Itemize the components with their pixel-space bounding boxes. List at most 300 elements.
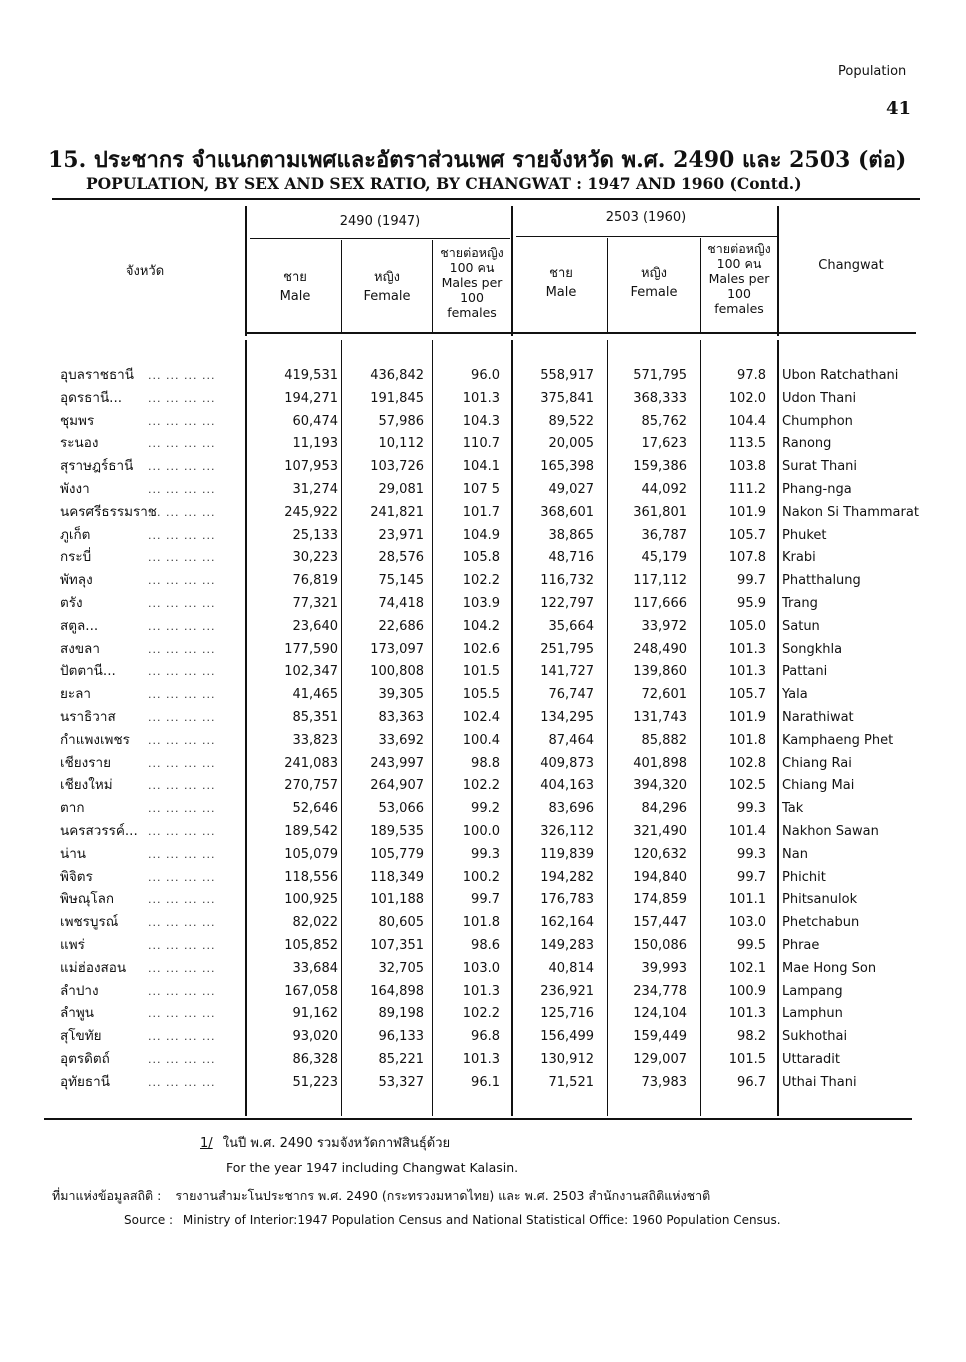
value-m60: 194,282 <box>540 869 594 885</box>
value-f60: 159,449 <box>633 1029 687 1045</box>
changwat-name-english: Krabi <box>782 550 816 566</box>
leader-dots: ... ... ... ... <box>148 711 216 724</box>
value-f60: 174,859 <box>633 892 687 908</box>
value-f60: 73,983 <box>641 1074 687 1090</box>
value-m47: 23,640 <box>292 618 338 634</box>
changwat-name-english: Phitsanulok <box>782 892 858 908</box>
value-r60: 111.2 <box>728 482 766 497</box>
value-f60: 85,882 <box>641 732 687 748</box>
changwat-name-english: Chiang Rai <box>782 755 852 771</box>
value-m47: 41,465 <box>292 687 338 703</box>
value-r47: 102.4 <box>462 710 500 725</box>
value-f60: 33,972 <box>641 618 687 634</box>
value-f60: 84,296 <box>641 801 687 817</box>
value-m47: 33,684 <box>292 960 338 976</box>
value-f47: 191,845 <box>370 390 424 406</box>
table-title-english: POPULATION, BY SEX AND SEX RATIO, BY CHANGWAT : 1947 AND 1960 (Contd.) <box>86 174 802 193</box>
changwat-name-english: Ubon Ratchathani <box>782 368 899 383</box>
leader-dots: ... ... ... ... <box>148 1007 216 1021</box>
value-f60: 17,623 <box>641 436 687 452</box>
value-r47: 99.3 <box>471 846 500 862</box>
province-name-thai: พัทลุง <box>60 572 93 589</box>
value-r47: 104.2 <box>462 618 500 634</box>
column-header-year-1947: 2490 (1947) <box>339 214 421 229</box>
value-r60: 101.8 <box>728 732 766 748</box>
value-f47: 164,898 <box>370 983 424 999</box>
province-name-thai: พังงา <box>60 481 90 497</box>
value-m47: 82,022 <box>292 915 338 931</box>
value-r60: 99.7 <box>737 573 766 589</box>
changwat-name-english: Phrae <box>782 938 820 953</box>
changwat-name-english: Phichit <box>782 869 826 885</box>
page-number: 41 <box>886 98 912 119</box>
column-divider <box>777 340 779 1116</box>
ratio-label-line-2: 100 คน <box>449 260 495 275</box>
leader-dots: ... ... ... ... <box>148 733 216 747</box>
province-name-thai: สุราษฎร์ธานี <box>60 458 134 475</box>
value-f60: 248,490 <box>633 641 687 657</box>
changwat-name-english: Nakhon Sawan <box>782 824 879 839</box>
value-f47: 241,821 <box>370 504 424 520</box>
value-r47: 100.4 <box>462 732 500 748</box>
value-f60: 117,666 <box>633 596 687 611</box>
value-r47: 102.2 <box>462 778 500 794</box>
changwat-name-english: Ranong <box>782 436 832 452</box>
column-header-female-1947 <box>343 268 431 306</box>
ratio-label-line-1: ชายต่อหญิง <box>440 245 504 260</box>
value-m47: 118,556 <box>284 869 338 885</box>
value-m60: 116,732 <box>540 573 594 589</box>
value-f60: 120,632 <box>633 846 687 862</box>
source-english <box>124 1213 781 1227</box>
changwat-name-english: Phatthalung <box>782 573 861 589</box>
value-f47: 243,997 <box>370 755 424 771</box>
value-m60: 156,499 <box>540 1029 594 1045</box>
value-r60: 104.4 <box>728 413 766 429</box>
value-f60: 45,179 <box>641 550 687 566</box>
value-r47: 101.7 <box>462 504 500 520</box>
value-f47: 22,686 <box>378 618 424 634</box>
value-r60: 102.1 <box>728 960 766 976</box>
leader-dots: ... ... ... ... <box>148 984 216 998</box>
province-name-thai: แม่ฮ่องสอน <box>60 959 127 976</box>
value-f60: 150,086 <box>633 938 687 953</box>
value-m47: 189,542 <box>284 824 338 839</box>
value-r60: 101.9 <box>728 504 766 520</box>
value-r60: 101.3 <box>728 1006 766 1022</box>
value-r47: 103.0 <box>462 960 500 976</box>
value-f47: 189,535 <box>370 824 424 839</box>
value-f47: 89,198 <box>378 1006 424 1022</box>
value-r60: 99.3 <box>737 846 766 862</box>
source-thai <box>52 1186 710 1206</box>
source-label-thai: ที่มาแห่งข้อมูลสถิติ : <box>52 1188 162 1203</box>
value-f47: 53,066 <box>378 801 424 817</box>
column-header-changwat: Changwat <box>818 258 884 273</box>
source-label-english: Source : <box>124 1213 174 1227</box>
value-m47: 76,819 <box>292 573 338 589</box>
value-r60: 107.8 <box>728 550 766 566</box>
value-r47: 96.8 <box>471 1029 500 1045</box>
changwat-name-english: Phang-nga <box>782 482 852 497</box>
column-header-male-1947 <box>250 268 340 306</box>
column-header-male-1960 <box>516 264 606 302</box>
value-m60: 404,163 <box>540 778 594 794</box>
province-name-thai: น่าน <box>60 845 87 862</box>
value-r60: 102.5 <box>728 778 766 794</box>
changwat-name-english: Kamphaeng Phet <box>782 732 894 748</box>
province-name-thai: ลำปาง <box>60 982 99 999</box>
changwat-name-english: Satun <box>782 618 820 634</box>
value-m47: 177,590 <box>284 641 338 657</box>
table-title-thai: 15. ประชากร จำแนกตามเพศและอัตราส่วนเพศ รายจังหวัด พ.ศ. 2490 และ 2503 (ต่อ) <box>48 147 907 173</box>
leader-dots: ... ... ... ... <box>148 847 216 861</box>
value-f47: 264,907 <box>370 778 424 794</box>
value-m47: 52,646 <box>292 801 338 817</box>
value-r47: 104.3 <box>462 413 500 429</box>
value-m47: 102,347 <box>284 664 338 680</box>
value-r60: 99.7 <box>737 869 766 885</box>
province-name-thai: ภูเก็ต <box>60 526 91 543</box>
value-m47: 194,271 <box>284 390 338 406</box>
value-r60: 101.4 <box>728 824 766 839</box>
value-r47: 102.2 <box>462 1006 500 1022</box>
ratio-label-line-4: 100 <box>727 286 751 301</box>
value-f47: 80,605 <box>378 915 424 931</box>
leader-dots: ... ... ... ... <box>148 505 216 519</box>
value-f47: 28,576 <box>378 550 424 566</box>
province-name-thai: สงขลา <box>60 640 100 657</box>
value-r47: 96.0 <box>471 368 500 383</box>
header-bottom-rule <box>246 332 916 334</box>
province-name-thai: ตรัง <box>60 595 83 611</box>
changwat-name-english: Lamphun <box>782 1006 843 1022</box>
changwat-name-english: Songkhla <box>782 641 843 657</box>
male-thai-label: ชาย <box>549 266 573 281</box>
value-f60: 194,840 <box>633 869 687 885</box>
value-f60: 361,801 <box>633 504 687 520</box>
value-m60: 83,696 <box>548 801 594 817</box>
value-r47: 99.2 <box>471 801 500 817</box>
province-name-thai: กำแพงเพชร <box>60 731 130 748</box>
value-r47: 101.3 <box>462 390 500 406</box>
leader-dots: ... ... ... ... <box>148 893 216 907</box>
value-r60: 95.9 <box>737 596 766 611</box>
province-name-thai: ยะลา <box>60 686 92 703</box>
column-divider <box>511 206 513 336</box>
value-f47: 53,327 <box>378 1074 424 1090</box>
province-name-thai: ปัตตานี... <box>60 663 116 680</box>
value-r60: 103.8 <box>728 459 766 475</box>
leader-dots: ... ... ... ... <box>148 437 216 451</box>
value-m47: 51,223 <box>292 1074 338 1090</box>
province-name-thai: นครศรีธรรมราช <box>60 503 157 520</box>
province-name-thai: พิษณุโลก <box>60 891 115 908</box>
value-r47: 96.1 <box>471 1074 500 1090</box>
value-r60: 101.1 <box>728 892 766 908</box>
value-r60: 101.3 <box>728 641 766 657</box>
column-divider <box>777 206 779 336</box>
male-english-label: Male <box>279 289 311 304</box>
value-f47: 23,971 <box>378 527 424 543</box>
value-f60: 571,795 <box>633 368 687 383</box>
value-r60: 102.0 <box>728 390 766 406</box>
value-f60: 321,490 <box>633 824 687 839</box>
value-r60: 105.7 <box>728 687 766 703</box>
value-r60: 98.2 <box>737 1029 766 1045</box>
value-m60: 134,295 <box>540 710 594 725</box>
value-f60: 139,860 <box>633 664 687 680</box>
value-m60: 122,797 <box>540 596 594 611</box>
value-m47: 25,133 <box>292 527 338 543</box>
value-r47: 101.3 <box>462 983 500 999</box>
value-r47: 110.7 <box>462 436 500 452</box>
value-m60: 48,716 <box>548 550 594 566</box>
female-english-label: Female <box>363 289 411 304</box>
value-m60: 368,601 <box>540 504 594 520</box>
value-f47: 101,188 <box>370 892 424 908</box>
value-r60: 101.3 <box>728 664 766 680</box>
value-m47: 85,351 <box>292 710 338 725</box>
male-english-label: Male <box>545 285 577 300</box>
value-f60: 368,333 <box>633 390 687 406</box>
province-name-thai: พิจิตร <box>60 868 93 885</box>
province-name-thai: สตูล... <box>60 617 99 634</box>
female-thai-label: หญิง <box>641 266 667 281</box>
value-f60: 159,386 <box>633 459 687 475</box>
province-name-thai: อุตรดิตถ์ <box>60 1051 110 1067</box>
value-f47: 10,112 <box>378 436 424 452</box>
value-f47: 74,418 <box>378 596 424 611</box>
province-name-thai: แพร่ <box>60 937 85 953</box>
changwat-name-english: Trang <box>782 596 818 611</box>
column-header-province-thai: จังหวัด <box>125 264 165 279</box>
leader-dots: ... ... ... ... <box>148 642 216 656</box>
value-r47: 104.1 <box>462 459 500 475</box>
value-m47: 270,757 <box>284 778 338 794</box>
value-f47: 75,145 <box>378 573 424 589</box>
value-f47: 57,986 <box>378 413 424 429</box>
leader-dots: ... ... ... ... <box>148 483 216 496</box>
leader-dots: ... ... ... ... <box>148 414 216 428</box>
province-name-thai: ชุมพร <box>60 412 95 429</box>
value-f47: 83,363 <box>378 710 424 725</box>
column-divider <box>341 240 342 334</box>
province-name-thai: อุทัยธานี <box>60 1073 110 1090</box>
changwat-name-english: Yala <box>782 687 808 703</box>
changwat-name-english: Chiang Mai <box>782 778 855 794</box>
changwat-name-english: Sukhothai <box>782 1029 848 1045</box>
leader-dots: ... ... ... ... <box>148 460 216 474</box>
value-r60: 97.8 <box>737 368 766 383</box>
value-r47: 99.7 <box>471 892 500 908</box>
value-m60: 251,795 <box>540 641 594 657</box>
value-f60: 36,787 <box>641 527 687 543</box>
province-name-thai: ตาก <box>60 800 85 817</box>
value-r60: 102.8 <box>728 755 766 771</box>
value-r60: 103.0 <box>728 915 766 931</box>
value-f60: 234,778 <box>633 983 687 999</box>
province-name-thai: นครสวรรค์... <box>60 823 138 839</box>
leader-dots: ... ... ... ... <box>148 665 216 679</box>
value-f47: 85,221 <box>378 1052 424 1067</box>
changwat-name-english: Tak <box>782 801 804 817</box>
value-r47: 105.5 <box>462 687 500 703</box>
footnote-english: For the year 1947 including Changwat Kalasin. <box>226 1160 519 1175</box>
value-r47: 100.0 <box>462 824 500 839</box>
province-name-thai: เชียงราย <box>60 754 112 771</box>
value-m47: 77,321 <box>292 596 338 611</box>
value-m60: 125,716 <box>540 1006 594 1022</box>
leader-dots: ... ... ... ... <box>148 916 216 930</box>
value-m60: 76,747 <box>548 687 594 703</box>
value-m47: 241,083 <box>284 755 338 771</box>
leader-dots: ... ... ... ... <box>148 870 216 884</box>
value-r47: 104.9 <box>462 527 500 543</box>
value-m60: 89,522 <box>548 413 594 429</box>
value-m60: 326,112 <box>540 824 594 839</box>
value-m47: 33,823 <box>292 732 338 748</box>
changwat-name-english: Uthai Thani <box>782 1074 857 1090</box>
value-m60: 236,921 <box>540 983 594 999</box>
value-r60: 105.0 <box>728 618 766 634</box>
leader-dots: ... ... ... ... <box>148 1053 216 1066</box>
value-f60: 131,743 <box>633 710 687 725</box>
leader-dots: ... ... ... ... <box>148 779 216 793</box>
changwat-name-english: Mae Hong Son <box>782 960 877 976</box>
value-f47: 32,705 <box>378 960 424 976</box>
value-f47: 436,842 <box>370 368 424 383</box>
value-r60: 113.5 <box>728 436 766 452</box>
value-m60: 35,664 <box>548 618 594 634</box>
footnote-thai-text: ในปี พ.ศ. 2490 รวมจังหวัดกาฬสินธุ์ด้วย <box>222 1136 451 1151</box>
value-r60: 101.9 <box>728 710 766 725</box>
value-m60: 49,027 <box>548 482 594 497</box>
value-m60: 40,814 <box>548 960 594 976</box>
ratio-label-line-3: Males per <box>441 275 503 290</box>
value-m60: 165,398 <box>540 459 594 475</box>
leader-dots: ... ... ... ... <box>148 1075 216 1089</box>
changwat-name-english: Nan <box>782 846 808 862</box>
province-name-thai: ลำพูน <box>60 1005 94 1022</box>
value-f60: 117,112 <box>633 573 687 589</box>
leader-dots: ... ... ... ... <box>148 369 216 382</box>
column-header-ratio-1947 <box>433 245 511 320</box>
value-m47: 93,020 <box>292 1029 338 1045</box>
province-name-thai: นราธิวาส <box>60 709 116 725</box>
running-head: Population <box>838 64 907 79</box>
value-r47: 103.9 <box>462 596 500 611</box>
value-r47: 101.5 <box>462 664 500 680</box>
value-m47: 30,223 <box>292 550 338 566</box>
value-f47: 96,133 <box>378 1029 424 1045</box>
source-text-english: Ministry of Interior:1947 Population Census and National Statistical Office: 1960 Population Census. <box>182 1213 781 1227</box>
ratio-label-line-3: Males per <box>708 271 770 286</box>
value-m60: 71,521 <box>548 1074 594 1090</box>
leader-dots: ... ... ... ... <box>148 528 216 542</box>
value-m60: 38,865 <box>548 527 594 543</box>
value-f47: 107,351 <box>370 938 424 953</box>
province-name-thai: กระบี่ <box>60 549 92 566</box>
province-name-thai: เชียงใหม่ <box>60 777 113 794</box>
province-name-thai: สุโขทัย <box>60 1028 102 1045</box>
value-m47: 11,193 <box>292 436 338 452</box>
value-r47: 98.8 <box>471 755 500 771</box>
female-thai-label: หญิง <box>374 270 400 285</box>
value-f60: 39,993 <box>641 960 687 976</box>
province-name-thai: ระนอง <box>60 435 99 452</box>
leader-dots: ... ... ... ... <box>148 1030 216 1044</box>
value-m47: 105,852 <box>284 938 338 953</box>
changwat-name-english: Phuket <box>782 527 827 543</box>
ratio-label-line-5: females <box>714 301 764 316</box>
subheader-rule-1960 <box>516 236 778 237</box>
value-m60: 20,005 <box>548 436 594 452</box>
value-f60: 44,092 <box>641 482 687 497</box>
province-name-thai: อุบลราชธานี <box>60 367 134 383</box>
changwat-name-english: Chumphon <box>782 413 853 429</box>
leader-dots: ... ... ... ... <box>148 825 216 838</box>
subheader-rule-1947 <box>250 238 510 239</box>
value-f47: 39,305 <box>378 687 424 703</box>
value-m47: 107,953 <box>284 459 338 475</box>
column-divider <box>245 340 247 1116</box>
changwat-name-english: Narathiwat <box>782 710 854 725</box>
changwat-name-english: Surat Thani <box>782 459 858 475</box>
value-r47: 98.6 <box>471 938 500 953</box>
leader-dots: ... ... ... ... <box>148 619 216 633</box>
value-r60: 99.3 <box>737 801 766 817</box>
value-f60: 129,007 <box>633 1052 687 1067</box>
changwat-name-english: Uttaradit <box>782 1052 840 1067</box>
value-r47: 102.6 <box>462 641 500 657</box>
value-r60: 96.7 <box>737 1074 766 1090</box>
value-f47: 33,692 <box>378 732 424 748</box>
value-m60: 409,873 <box>540 755 594 771</box>
value-f47: 29,081 <box>378 482 424 497</box>
value-f60: 394,320 <box>633 778 687 794</box>
value-r60: 100.9 <box>728 983 766 999</box>
leader-dots: ... ... ... ... <box>148 391 216 405</box>
value-m47: 167,058 <box>284 983 338 999</box>
value-m47: 31,274 <box>292 482 338 497</box>
male-thai-label: ชาย <box>283 270 307 285</box>
changwat-name-english: Phetchabun <box>782 915 860 931</box>
province-name-thai: อุดรธานี... <box>60 389 123 406</box>
column-divider <box>245 206 247 336</box>
leader-dots: ... ... ... ... <box>148 551 216 565</box>
leader-dots: ... ... ... ... <box>148 961 216 975</box>
value-m60: 130,912 <box>540 1052 594 1067</box>
value-r47: 100.2 <box>462 869 500 885</box>
column-divider <box>341 340 342 1116</box>
value-r47: 101.8 <box>462 915 500 931</box>
table-bottom-rule <box>44 1118 912 1120</box>
value-f47: 105,779 <box>370 846 424 862</box>
column-header-year-1960: 2503 (1960) <box>605 210 687 225</box>
footnote-thai <box>200 1132 450 1153</box>
value-r60: 99.5 <box>737 938 766 953</box>
value-m60: 87,464 <box>548 732 594 748</box>
column-header-female-1960 <box>608 264 700 302</box>
value-m47: 105,079 <box>284 846 338 862</box>
value-m60: 176,783 <box>540 892 594 908</box>
value-f60: 85,762 <box>641 413 687 429</box>
value-r60: 105.7 <box>728 527 766 543</box>
value-r47: 105.8 <box>462 550 500 566</box>
value-r47: 102.2 <box>462 573 500 589</box>
leader-dots: ... ... ... ... <box>148 802 216 816</box>
